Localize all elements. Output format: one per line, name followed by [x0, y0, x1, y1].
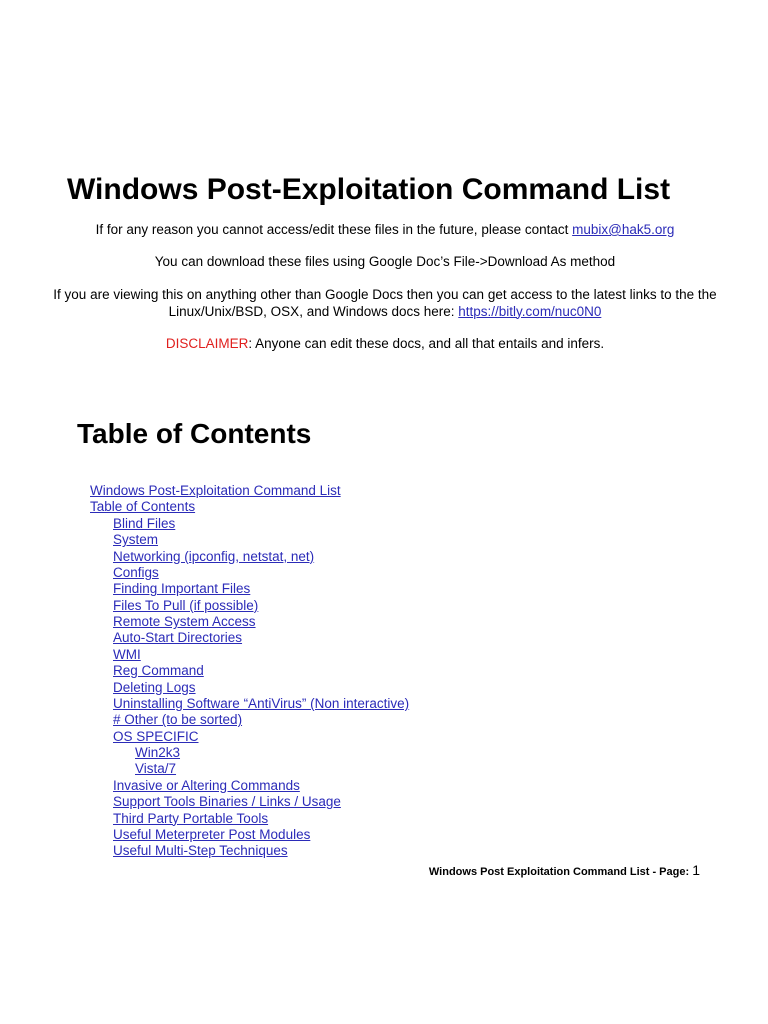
toc-item	[90, 745, 409, 761]
toc-item	[90, 630, 409, 646]
toc-item	[90, 516, 409, 532]
toc-list	[90, 483, 409, 860]
toc-item	[90, 581, 409, 597]
toc-item	[90, 729, 409, 745]
toc-link[interactable]: Uninstalling Software “AntiVirus” (Non interactive)	[113, 695, 410, 711]
toc-link[interactable]: Reg Command	[113, 663, 204, 679]
toc-link[interactable]: Useful Meterpreter Post Modules	[113, 826, 311, 842]
toc-item	[90, 565, 409, 581]
disclaimer-paragraph	[40, 336, 730, 353]
toc-item	[90, 761, 409, 777]
toc-link[interactable]: Win2k3	[135, 745, 181, 760]
contact-text: If for any reason you cannot access/edit these files in the future, please contact	[95, 222, 573, 237]
page-footer	[429, 862, 700, 880]
toc-link[interactable]: WMI	[113, 646, 141, 662]
toc-item	[90, 614, 409, 630]
toc-item	[90, 647, 409, 663]
toc-item	[90, 549, 409, 565]
toc-link[interactable]: Remote System Access	[113, 614, 256, 629]
toc-link[interactable]: Finding Important Files	[113, 581, 251, 597]
toc-item	[90, 532, 409, 548]
toc-item	[90, 696, 409, 712]
contact-email-link[interactable]: mubix@hak5.org	[572, 222, 675, 237]
toc-item	[90, 499, 409, 515]
toc-heading: Table of Contents	[77, 418, 312, 449]
disclaimer-text: : Anyone can edit these docs, and all that entails and infers.	[248, 336, 605, 351]
toc-link[interactable]: Support Tools Binaries / Links / Usage	[113, 794, 341, 810]
toc-link[interactable]: Blind Files	[113, 515, 176, 531]
footer-text: Windows Post Exploitation Command List - Page:	[428, 866, 693, 878]
toc-link[interactable]: Third Party Portable Tools	[113, 810, 269, 826]
toc-link[interactable]: # Other (to be sorted)	[113, 712, 243, 728]
disclaimer-label: DISCLAIMER	[165, 336, 249, 351]
toc-link[interactable]: Invasive or Altering Commands	[113, 777, 300, 793]
toc-item	[90, 794, 409, 810]
toc-link[interactable]: Windows Post-Exploitation Command List	[90, 483, 341, 498]
contact-paragraph	[40, 222, 730, 239]
toc-link[interactable]: Vista/7	[135, 761, 177, 777]
viewing-paragraph	[40, 287, 730, 320]
toc-item	[90, 483, 409, 499]
toc-item	[90, 598, 409, 614]
toc-link[interactable]: System	[113, 532, 159, 548]
toc-link[interactable]: Table of Contents	[90, 499, 196, 515]
download-paragraph: You can download these files using Google Doc’s File->Download As method	[154, 254, 616, 269]
toc-link[interactable]: Deleting Logs	[113, 679, 196, 695]
viewing-text: If you are viewing this on anything other than Google Docs then you can get access to the latest links to the the Linux/Unix/BSD, OSX, and Windows docs here:	[53, 287, 717, 319]
toc-item	[90, 680, 409, 696]
docs-short-link[interactable]: https://bitly.com/nuc0N0	[458, 303, 602, 319]
toc-link[interactable]: Networking (ipconfig, netstat, net)	[113, 548, 315, 564]
toc-link[interactable]: Configs	[113, 564, 159, 580]
toc-item	[90, 811, 409, 827]
toc-link[interactable]: Files To Pull (if possible)	[113, 597, 259, 613]
toc-item	[90, 843, 409, 859]
toc-item	[90, 712, 409, 728]
document-title: Windows Post-Exploitation Command List	[67, 173, 671, 206]
toc-item	[90, 827, 409, 843]
toc-link[interactable]: Useful Multi-Step Techniques	[113, 843, 288, 859]
toc-link[interactable]: OS SPECIFIC	[113, 728, 199, 744]
toc-item	[90, 663, 409, 679]
footer-page-number: 1	[692, 862, 700, 878]
toc-link[interactable]: Auto-Start Directories	[113, 630, 243, 646]
toc-item	[90, 778, 409, 794]
